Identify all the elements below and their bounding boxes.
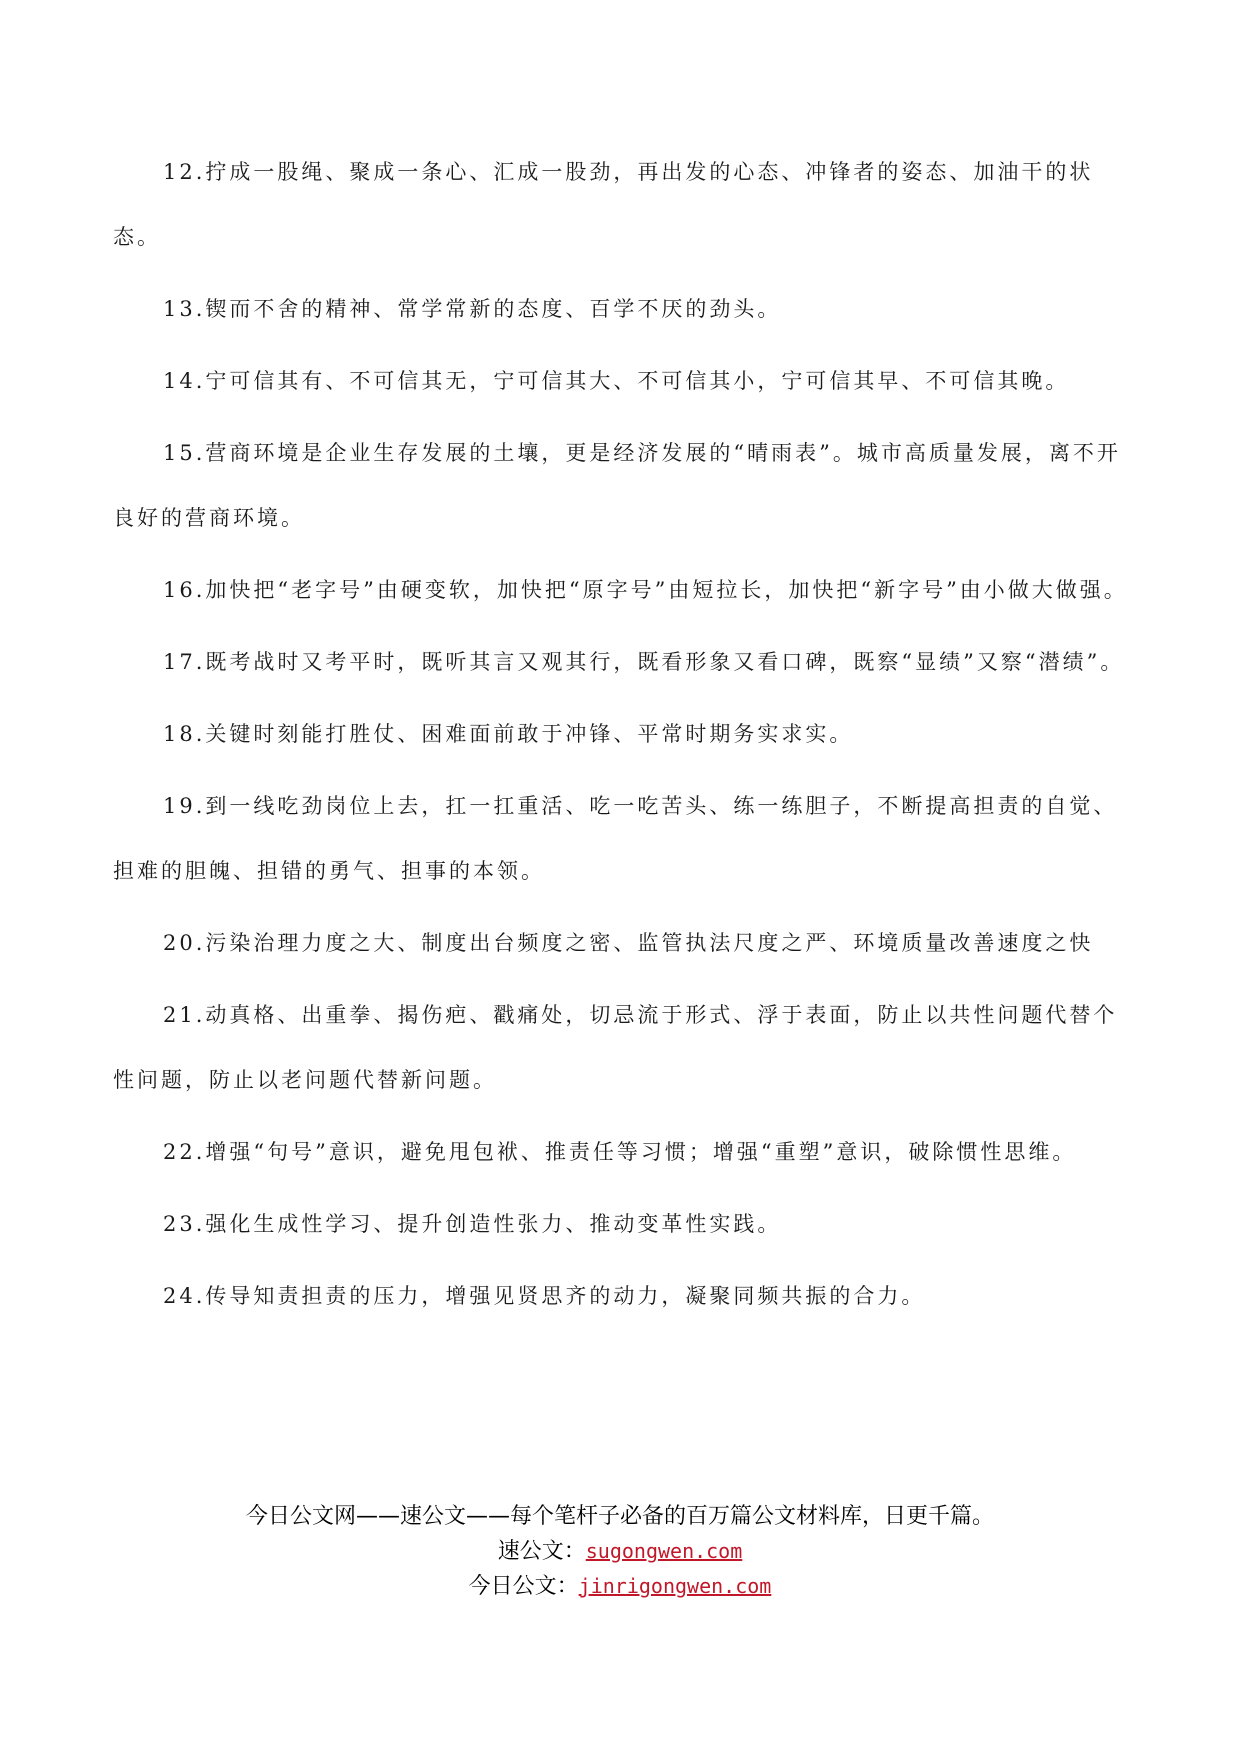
paragraph-17: 17.既考战时又考平时，既听其言又观其行，既看形象又看口碑，既察“显绩”又察“潜绩”。 (163, 650, 1125, 674)
jinri-label: 今日公文： (468, 1574, 579, 1599)
footer-sugongwen-line (0, 1534, 1240, 1569)
paragraph-14: 14.宁可信其有、不可信其无，宁可信其大、不可信其小，宁可信其早、不可信其晚。 (163, 369, 1070, 393)
paragraph-19: 19.到一线吃劲岗位上去，扛一扛重活、吃一吃苦头、练一练胆子，不断提高担责的自觉、担难的胆魄、担错的勇气、担事的本领。 (113, 794, 1118, 883)
paragraph-21: 21.动真格、出重拳、揭伤疤、戳痛处，切忌流于形式、浮于表面，防止以共性问题代替个性问题，防止以老问题代替新问题。 (113, 1003, 1118, 1092)
page-footer (0, 1500, 1240, 1604)
paragraph-24: 24.传导知责担责的压力，增强见贤思齐的动力，凝聚同频共振的合力。 (163, 1284, 926, 1308)
document-body (113, 140, 1133, 1329)
paragraph-20: 20.污染治理力度之大、制度出台频度之密、监管执法尺度之严、环境质量改善速度之快 (163, 931, 1094, 955)
paragraph-16: 16.加快把“老字号”由硬变软，加快把“原字号”由短拉长，加快把“新字号”由小做大做强。 (163, 578, 1128, 602)
paragraph-23: 23.强化生成性学习、提升创造性张力、推动变革性实践。 (163, 1212, 782, 1236)
footer-jinri-line (0, 1569, 1240, 1604)
paragraph-22: 22.增强“句号”意识，避免甩包袱、推责任等习惯；增强“重塑”意识，破除惯性思维。 (163, 1140, 1077, 1164)
paragraph-12: 12.拧成一股绳、聚成一条心、汇成一股劲，再出发的心态、冲锋者的姿态、加油干的状态。 (113, 160, 1094, 249)
footer-tagline: 今日公文网——速公文——每个笔杆子必备的百万篇公文材料库，日更千篇。 (245, 1504, 994, 1529)
paragraph-15: 15.营商环境是企业生存发展的土壤，更是经济发展的“晴雨表”。城市高质量发展，离不开良好的营商环境。 (113, 441, 1121, 530)
paragraph-13: 13.锲而不舍的精神、常学常新的态度、百学不厌的劲头。 (163, 297, 782, 321)
paragraph-18: 18.关键时刻能打胜仗、困难面前敢于冲锋、平常时期务实求实。 (163, 722, 854, 746)
sugongwen-label: 速公文： (497, 1539, 586, 1564)
jinri-link[interactable]: jinrigongwen.com (578, 1574, 772, 1598)
sugongwen-link[interactable]: sugongwen.com (585, 1539, 743, 1563)
